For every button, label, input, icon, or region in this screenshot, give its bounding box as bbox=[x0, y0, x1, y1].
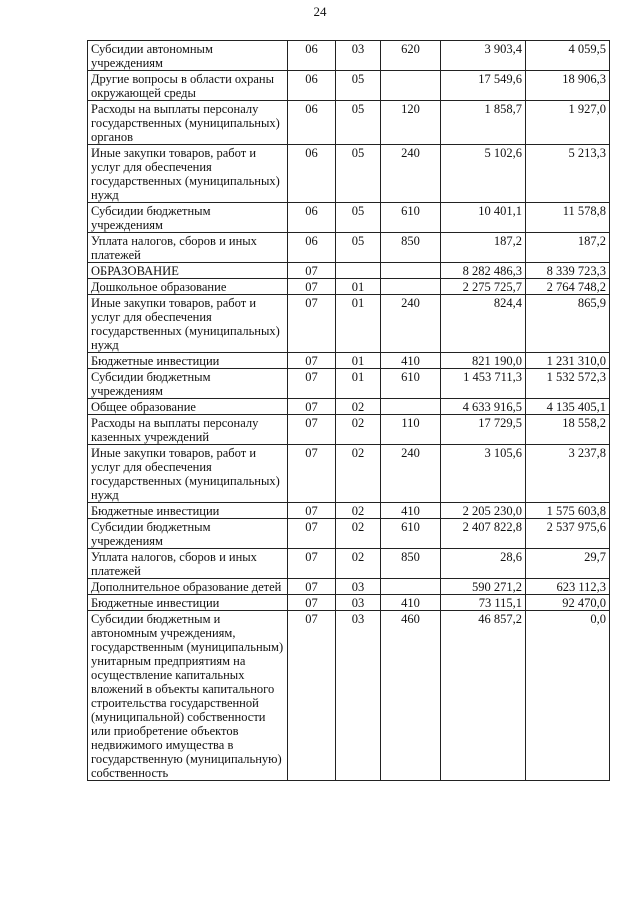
row-podrazdel: 01 bbox=[336, 295, 381, 353]
row-sum-year1: 10 401,1 bbox=[441, 203, 526, 233]
row-name: Иные закупки товаров, работ и услуг для обеспечения государственных (муниципальных) нужд bbox=[88, 445, 288, 503]
row-sum-year1: 1 453 711,3 bbox=[441, 369, 526, 399]
row-podrazdel: 02 bbox=[336, 399, 381, 415]
row-vid-rashodov bbox=[381, 263, 441, 279]
table-row bbox=[88, 519, 610, 549]
row-vid-rashodov: 240 bbox=[381, 295, 441, 353]
row-vid-rashodov: 620 bbox=[381, 41, 441, 71]
row-podrazdel: 05 bbox=[336, 203, 381, 233]
row-sum-year2: 8 339 723,3 bbox=[526, 263, 610, 279]
row-razdel: 07 bbox=[288, 519, 336, 549]
row-name: Бюджетные инвестиции bbox=[88, 503, 288, 519]
row-sum-year1: 824,4 bbox=[441, 295, 526, 353]
row-razdel: 07 bbox=[288, 369, 336, 399]
row-podrazdel: 02 bbox=[336, 445, 381, 503]
row-sum-year1: 2 275 725,7 bbox=[441, 279, 526, 295]
row-podrazdel bbox=[336, 263, 381, 279]
row-name: Субсидии автономным учреждениям bbox=[88, 41, 288, 71]
row-sum-year2: 18 558,2 bbox=[526, 415, 610, 445]
row-vid-rashodov bbox=[381, 579, 441, 595]
row-name: Субсидии бюджетным учреждениям bbox=[88, 203, 288, 233]
table-row bbox=[88, 145, 610, 203]
budget-table bbox=[87, 40, 610, 781]
row-vid-rashodov bbox=[381, 71, 441, 101]
table-row bbox=[88, 415, 610, 445]
row-podrazdel: 05 bbox=[336, 101, 381, 145]
row-sum-year1: 3 903,4 bbox=[441, 41, 526, 71]
row-sum-year2: 2 764 748,2 bbox=[526, 279, 610, 295]
row-podrazdel: 03 bbox=[336, 41, 381, 71]
row-vid-rashodov: 110 bbox=[381, 415, 441, 445]
row-sum-year2: 1 532 572,3 bbox=[526, 369, 610, 399]
page-number: 24 bbox=[313, 4, 327, 19]
row-podrazdel: 01 bbox=[336, 279, 381, 295]
row-name: Уплата налогов, сборов и иных платежей bbox=[88, 233, 288, 263]
row-sum-year2: 1 231 310,0 bbox=[526, 353, 610, 369]
table-row bbox=[88, 579, 610, 595]
row-sum-year1: 1 858,7 bbox=[441, 101, 526, 145]
row-name: Другие вопросы в области охраны окружающей среды bbox=[88, 71, 288, 101]
row-sum-year1: 5 102,6 bbox=[441, 145, 526, 203]
row-podrazdel: 05 bbox=[336, 145, 381, 203]
row-vid-rashodov: 240 bbox=[381, 445, 441, 503]
row-podrazdel: 02 bbox=[336, 503, 381, 519]
row-sum-year1: 2 407 822,8 bbox=[441, 519, 526, 549]
row-razdel: 07 bbox=[288, 595, 336, 611]
row-razdel: 06 bbox=[288, 71, 336, 101]
table-row bbox=[88, 611, 610, 781]
row-name: Иные закупки товаров, работ и услуг для обеспечения государственных (муниципальных) нужд bbox=[88, 145, 288, 203]
row-sum-year2: 3 237,8 bbox=[526, 445, 610, 503]
row-vid-rashodov: 240 bbox=[381, 145, 441, 203]
row-sum-year2: 29,7 bbox=[526, 549, 610, 579]
row-name: Общее образование bbox=[88, 399, 288, 415]
row-vid-rashodov: 610 bbox=[381, 519, 441, 549]
row-razdel: 07 bbox=[288, 399, 336, 415]
row-sum-year2: 1 575 603,8 bbox=[526, 503, 610, 519]
row-podrazdel: 03 bbox=[336, 595, 381, 611]
row-podrazdel: 01 bbox=[336, 369, 381, 399]
row-vid-rashodov: 410 bbox=[381, 503, 441, 519]
table-row bbox=[88, 353, 610, 369]
row-vid-rashodov: 610 bbox=[381, 369, 441, 399]
row-name: Субсидии бюджетным учреждениям bbox=[88, 519, 288, 549]
row-razdel: 06 bbox=[288, 101, 336, 145]
row-sum-year1: 187,2 bbox=[441, 233, 526, 263]
row-name: ОБРАЗОВАНИЕ bbox=[88, 263, 288, 279]
row-podrazdel: 03 bbox=[336, 579, 381, 595]
row-sum-year1: 17 729,5 bbox=[441, 415, 526, 445]
row-vid-rashodov: 460 bbox=[381, 611, 441, 781]
row-podrazdel: 02 bbox=[336, 519, 381, 549]
row-sum-year2: 5 213,3 bbox=[526, 145, 610, 203]
table-row bbox=[88, 595, 610, 611]
row-name: Дополнительное образование детей bbox=[88, 579, 288, 595]
row-razdel: 07 bbox=[288, 549, 336, 579]
row-razdel: 07 bbox=[288, 611, 336, 781]
row-sum-year2: 2 537 975,6 bbox=[526, 519, 610, 549]
row-podrazdel: 05 bbox=[336, 233, 381, 263]
row-razdel: 07 bbox=[288, 445, 336, 503]
table-row bbox=[88, 399, 610, 415]
row-name: Субсидии бюджетным и автономным учреждениям, государственным (муниципальным) унитарным предприятиям на осуществление капитальных вложений в объекты капитального строительства государственной (муниципальной) собственности или приобретение объектов недвижимого имущества в государственную (муниципальную) собственность bbox=[88, 611, 288, 781]
row-sum-year1: 590 271,2 bbox=[441, 579, 526, 595]
table-row bbox=[88, 279, 610, 295]
row-name: Дошкольное образование bbox=[88, 279, 288, 295]
table-row bbox=[88, 71, 610, 101]
row-razdel: 07 bbox=[288, 263, 336, 279]
row-razdel: 07 bbox=[288, 415, 336, 445]
table-row bbox=[88, 503, 610, 519]
row-name: Иные закупки товаров, работ и услуг для обеспечения государственных (муниципальных) нужд bbox=[88, 295, 288, 353]
row-sum-year2: 623 112,3 bbox=[526, 579, 610, 595]
row-razdel: 06 bbox=[288, 41, 336, 71]
row-sum-year1: 46 857,2 bbox=[441, 611, 526, 781]
row-podrazdel: 05 bbox=[336, 71, 381, 101]
row-sum-year2: 1 927,0 bbox=[526, 101, 610, 145]
row-vid-rashodov bbox=[381, 279, 441, 295]
row-vid-rashodov: 410 bbox=[381, 353, 441, 369]
table-row bbox=[88, 233, 610, 263]
table-row bbox=[88, 445, 610, 503]
row-sum-year1: 821 190,0 bbox=[441, 353, 526, 369]
table-row bbox=[88, 295, 610, 353]
row-podrazdel: 02 bbox=[336, 549, 381, 579]
table-row bbox=[88, 369, 610, 399]
table-row bbox=[88, 263, 610, 279]
row-sum-year2: 865,9 bbox=[526, 295, 610, 353]
row-sum-year2: 11 578,8 bbox=[526, 203, 610, 233]
row-razdel: 07 bbox=[288, 353, 336, 369]
row-sum-year2: 18 906,3 bbox=[526, 71, 610, 101]
row-sum-year1: 4 633 916,5 bbox=[441, 399, 526, 415]
row-vid-rashodov bbox=[381, 399, 441, 415]
row-podrazdel: 01 bbox=[336, 353, 381, 369]
row-razdel: 06 bbox=[288, 233, 336, 263]
table-row bbox=[88, 203, 610, 233]
row-vid-rashodov: 610 bbox=[381, 203, 441, 233]
row-vid-rashodov: 410 bbox=[381, 595, 441, 611]
row-podrazdel: 02 bbox=[336, 415, 381, 445]
row-name: Расходы на выплаты персоналу государственных (муниципальных) органов bbox=[88, 101, 288, 145]
row-sum-year2: 0,0 bbox=[526, 611, 610, 781]
table-row bbox=[88, 41, 610, 71]
row-sum-year1: 17 549,6 bbox=[441, 71, 526, 101]
row-sum-year2: 4 135 405,1 bbox=[526, 399, 610, 415]
row-sum-year1: 3 105,6 bbox=[441, 445, 526, 503]
row-razdel: 07 bbox=[288, 295, 336, 353]
row-name: Расходы на выплаты персоналу казенных учреждений bbox=[88, 415, 288, 445]
table-row bbox=[88, 101, 610, 145]
row-name: Бюджетные инвестиции bbox=[88, 595, 288, 611]
row-podrazdel: 03 bbox=[336, 611, 381, 781]
table-row bbox=[88, 549, 610, 579]
row-vid-rashodov: 850 bbox=[381, 549, 441, 579]
row-vid-rashodov: 120 bbox=[381, 101, 441, 145]
row-name: Субсидии бюджетным учреждениям bbox=[88, 369, 288, 399]
row-razdel: 07 bbox=[288, 279, 336, 295]
row-sum-year2: 4 059,5 bbox=[526, 41, 610, 71]
row-razdel: 06 bbox=[288, 145, 336, 203]
row-sum-year2: 92 470,0 bbox=[526, 595, 610, 611]
row-name: Бюджетные инвестиции bbox=[88, 353, 288, 369]
row-razdel: 07 bbox=[288, 503, 336, 519]
row-razdel: 06 bbox=[288, 203, 336, 233]
row-name: Уплата налогов, сборов и иных платежей bbox=[88, 549, 288, 579]
row-razdel: 07 bbox=[288, 579, 336, 595]
row-sum-year1: 28,6 bbox=[441, 549, 526, 579]
row-sum-year1: 2 205 230,0 bbox=[441, 503, 526, 519]
row-sum-year1: 73 115,1 bbox=[441, 595, 526, 611]
row-sum-year2: 187,2 bbox=[526, 233, 610, 263]
row-vid-rashodov: 850 bbox=[381, 233, 441, 263]
row-sum-year1: 8 282 486,3 bbox=[441, 263, 526, 279]
